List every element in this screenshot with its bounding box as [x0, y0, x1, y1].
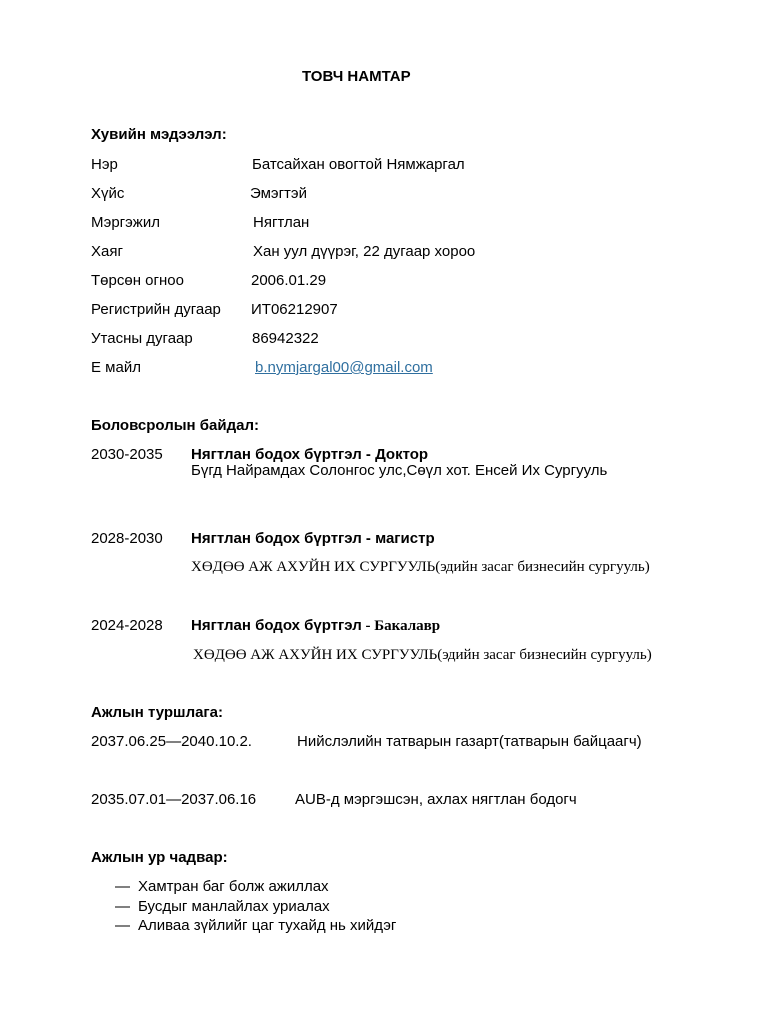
birthdate-label: Төрсөн огноо	[91, 272, 184, 289]
education-school: Бүгд Найрамдах Солонгос улс,Сөүл хот. Енсей Их Сургууль	[191, 462, 608, 479]
phone-value: 86942322	[252, 330, 319, 347]
education-years: 2028-2030	[91, 530, 163, 547]
education-years: 2030-2035	[91, 446, 163, 463]
gender-label: Хүйс	[91, 185, 125, 202]
name-label: Нэр	[91, 156, 118, 173]
bullet-dash: —	[115, 878, 130, 895]
name-value: Батсайхан овогтой Нямжаргал	[252, 156, 465, 173]
experience-role: Нийслэлийн татварын газарт(татварын байцаагч)	[297, 733, 642, 750]
skill-item: Бусдыг манлайлах уриалах	[138, 898, 330, 915]
phone-label: Утасны дугаар	[91, 330, 193, 347]
education-school: ХӨДӨӨ АЖ АХУЙН ИХ СУРГУУЛЬ(эдийн засаг бизнесийн сургууль)	[193, 647, 652, 663]
experience-period: 2035.07.01—2037.06.16	[91, 791, 257, 808]
register-value: ИТ06212907	[251, 301, 338, 318]
email-link[interactable]: b.nymjargal00@gmail.com	[255, 359, 433, 376]
education-heading: Боловсролын байдал:	[91, 417, 259, 434]
birthdate-value: 2006.01.29	[251, 272, 327, 289]
skill-item: Хамтран баг болж ажиллах	[138, 878, 329, 895]
personal-heading: Хувийн мэдээлэл:	[91, 126, 227, 143]
address-label: Хаяг	[91, 243, 123, 260]
gender-value: Эмэгтэй	[250, 185, 307, 202]
bullet-dash: —	[115, 917, 130, 934]
bullet-dash: —	[115, 898, 130, 915]
skills-heading: Ажлын ур чадвар:	[91, 849, 228, 866]
education-years: 2024-2028	[91, 617, 163, 634]
address-value: Хан уул дүүрэг, 22 дугаар хороо	[253, 243, 476, 260]
education-degree: Нягтлан бодох бүртгэл - Доктор	[191, 446, 429, 463]
page-title: ТОВЧ НАМТАР	[302, 68, 411, 85]
skill-item: Аливаа зүйлийг цаг тухайд нь хийдэг	[138, 917, 397, 934]
experience-role: AUB-д мэргэшсэн, ахлах нягтлан бодогч	[295, 791, 577, 808]
register-label: Регистрийн дугаар	[91, 301, 221, 318]
education-degree: Нягтлан бодох бүртгэл - магистр	[191, 530, 435, 547]
profession-value: Нягтлан	[253, 214, 310, 231]
education-degree-line	[191, 617, 440, 635]
education-degree-suffix: - Бакалавр	[361, 618, 441, 634]
profession-label: Мэргэжил	[91, 214, 160, 231]
experience-period: 2037.06.25—2040.10.2.	[91, 733, 252, 750]
email-label: Е майл	[91, 359, 141, 376]
experience-heading: Ажлын туршлага:	[91, 704, 224, 721]
education-school: ХӨДӨӨ АЖ АХУЙН ИХ СУРГУУЛЬ(эдийн засаг бизнесийн сургууль)	[191, 559, 650, 575]
education-degree: Нягтлан бодох бүртгэл	[191, 617, 362, 634]
